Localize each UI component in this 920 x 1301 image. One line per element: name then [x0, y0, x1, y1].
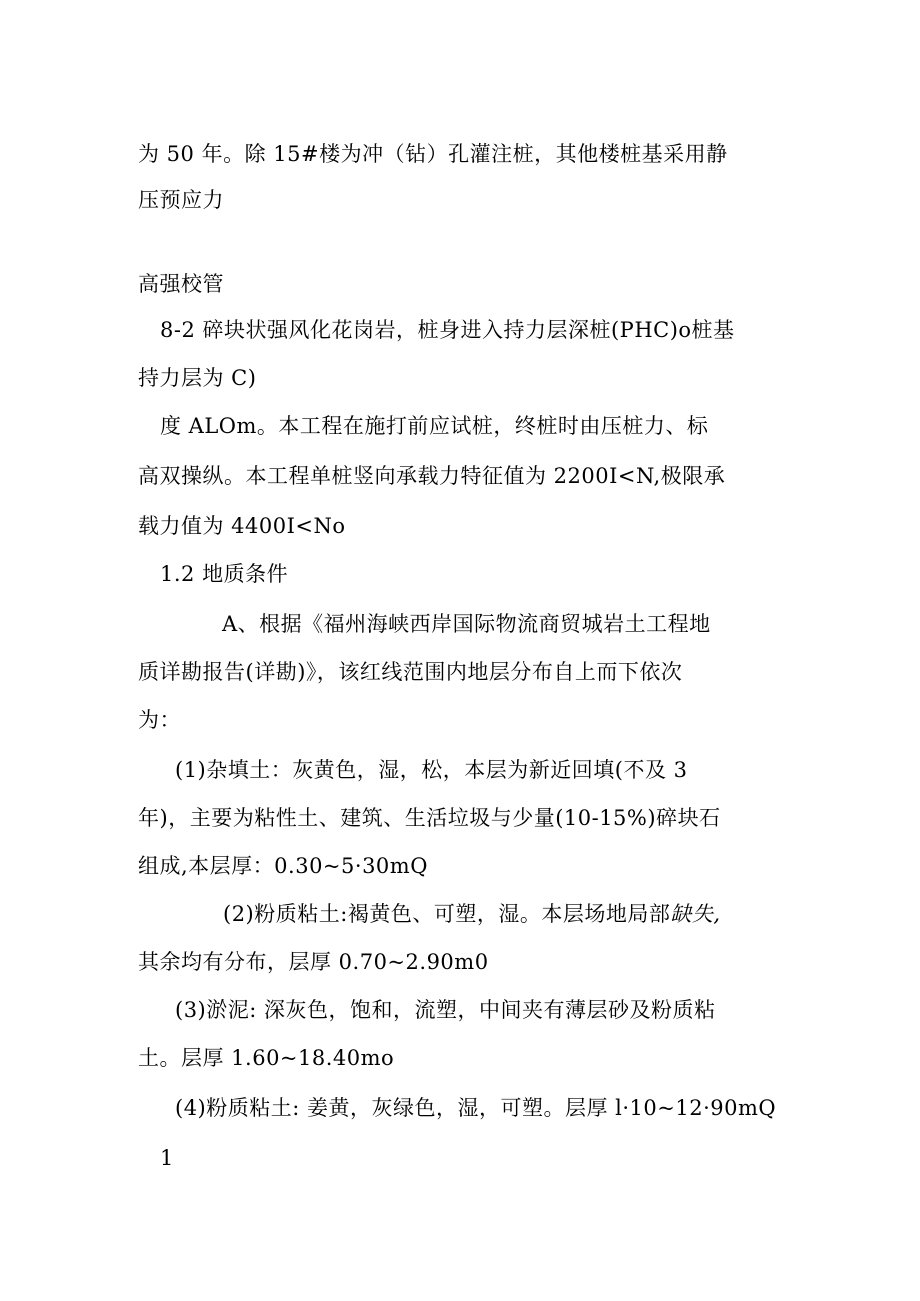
text-line: (3)淤泥: 深灰色，饱和，流塑，中间夹有薄层砂及粉质粘: [175, 998, 716, 1022]
page-number: 1: [160, 1146, 174, 1170]
italic-text-segment: 缺失,: [670, 902, 721, 926]
text-line: 为 50 年。除 15#楼为冲（钻）孔灌注桩，其他楼桩基采用静: [138, 142, 728, 166]
text-line: (1)杂填土：灰黄色，湿，松，本层为新近回填(不及 3: [175, 758, 688, 782]
text-line: 度 ALOm。本工程在施打前应试桩，终桩时由压桩力、标: [160, 414, 709, 438]
text-line: (4)粉质粘土: 姜黄，灰绿色，湿，可塑。层厚 l·10~12·90mQ: [175, 1096, 777, 1120]
text-line: 持力层为 C): [138, 366, 257, 390]
text-line: A、根据《福州海峡西岸国际物流商贸城岩土工程地: [222, 612, 711, 636]
text-line: 压预应力: [138, 188, 224, 212]
text-line: [223, 900, 721, 928]
text-line: 8-2 碎块状强风化花岗岩，桩身进入持力层深桩(PHC)o桩基: [160, 318, 735, 342]
text-line: 载力值为 4400I<No: [138, 514, 346, 538]
section-heading: 1.2 地质条件: [160, 562, 289, 586]
text-line: 质详勘报告(详勘)》，该红线范围内地层分布自上而下依次: [138, 660, 683, 684]
text-segment: (2)粉质粘土:褐黄色、可塑，湿。本层场地局部: [223, 902, 671, 926]
text-line: 高强校管: [138, 272, 224, 296]
text-line: 土。层厚 1.60~18.40mo: [138, 1046, 395, 1070]
text-line: 高双操纵。本工程单桩竖向承载力特征值为 2200I<N,极限承: [138, 464, 726, 488]
text-line: 其余均有分布，层厚 0.70~2.90m0: [138, 950, 489, 974]
text-line: 年)，主要为粘性土、建筑、生活垃圾与少量(10-15%)碎块石: [138, 806, 721, 830]
text-line: 组成,本层厚：0.30~5·30mQ: [138, 854, 428, 878]
text-line: 为：: [138, 708, 181, 732]
